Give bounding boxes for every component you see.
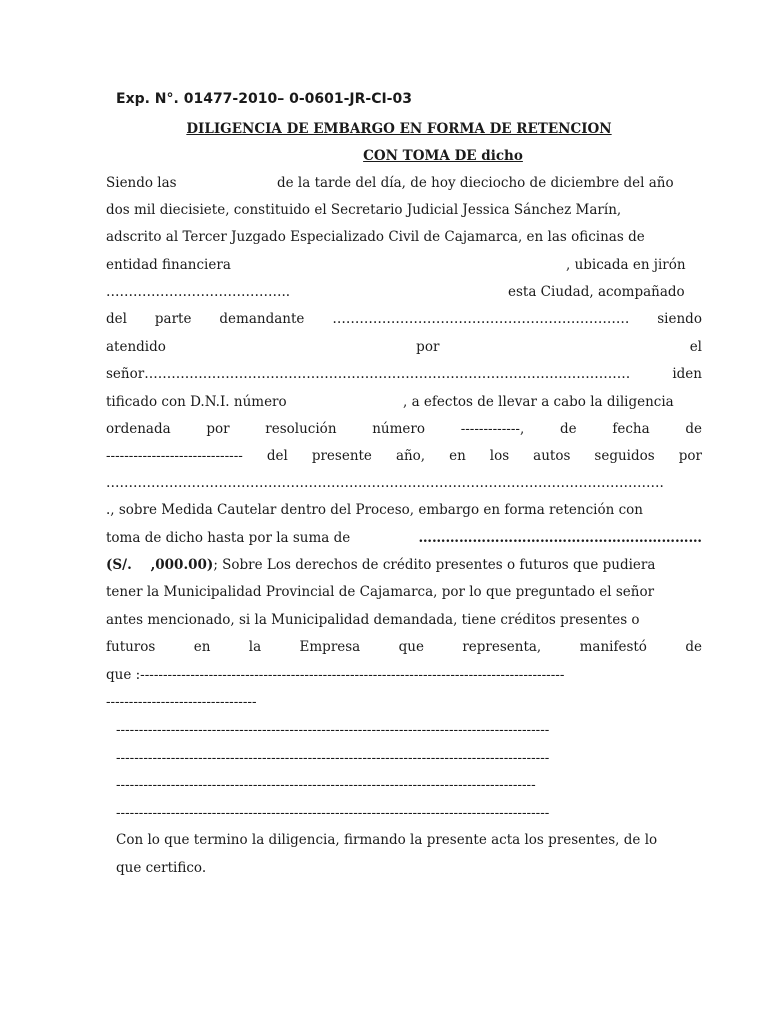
- body-line: -----------------------------------------------------------------------------------------------: [116, 750, 550, 766]
- dotted-blank: …………………………………..: [106, 284, 291, 300]
- body-text: manifestó: [579, 639, 647, 655]
- dotted-blank: ………………………………………………………: [418, 530, 702, 546]
- body-line: que certifico.: [116, 860, 207, 876]
- body-line: [106, 633, 702, 661]
- body-text: parte: [154, 311, 192, 327]
- body-text: de: [559, 421, 577, 437]
- body-text: año,: [395, 448, 426, 464]
- body-line: ---------------------------------: [106, 694, 257, 710]
- body-text: de: [685, 421, 702, 437]
- body-line: [106, 551, 702, 579]
- body-text: demandante: [219, 311, 305, 327]
- case-number: Exp. N°. 01477-2010– 0-0601-JR-CI-03: [116, 91, 412, 107]
- body-line: Con lo que termino la diligencia, firmando la presente acta los presentes, de lo: [116, 832, 658, 848]
- body-text: resolución: [265, 421, 337, 437]
- body-text: el: [689, 339, 702, 355]
- body-line: -----------------------------------------------------------------------------------------------: [116, 805, 550, 821]
- body-line: adscrito al Tercer Juzgado Especializado Civil de Cajamarca, en las oficinas de: [106, 229, 645, 245]
- body-text: tificado con D.N.I. número: [106, 394, 287, 410]
- dotted-blank: …………………………………………………………: [332, 311, 630, 327]
- body-line: [106, 278, 702, 306]
- body-text: por: [416, 339, 440, 355]
- amount: (S/. ,000.00): [106, 557, 214, 573]
- body-text: del: [106, 311, 127, 327]
- body-text: ; Sobre Los derechos de crédito presentes o futuros que pudiera: [213, 557, 656, 573]
- body-text: ------------------------------: [106, 448, 243, 464]
- body-text: futuros: [106, 639, 156, 655]
- body-text: seguidos: [594, 448, 655, 464]
- body-line: que :---------------------------------------------------------------------------------------------: [106, 667, 565, 683]
- body-text: en: [449, 448, 466, 464]
- body-text: fecha: [612, 421, 650, 437]
- body-text: que: [398, 639, 424, 655]
- body-line: [106, 333, 702, 361]
- body-text: señor………………………………………………………………………………………………: [106, 366, 631, 382]
- body-text: la: [248, 639, 262, 655]
- body-text: toma de dicho hasta por la suma de: [106, 530, 351, 546]
- body-line: [106, 305, 702, 333]
- body-line: [106, 169, 702, 197]
- body-text: esta Ciudad, acompañado: [508, 284, 685, 300]
- body-line: antes mencionado, si la Municipalidad demandada, tiene créditos presentes o: [106, 612, 640, 628]
- body-line: [106, 415, 702, 443]
- body-text: , ubicada en jirón: [566, 257, 686, 273]
- body-text: autos: [533, 448, 571, 464]
- body-text: iden: [672, 366, 702, 382]
- body-text: entidad financiera: [106, 257, 231, 273]
- body-line: -----------------------------------------------------------------------------------------------: [116, 722, 550, 738]
- body-text: por: [206, 421, 230, 437]
- body-line: [106, 388, 702, 416]
- body-line: tener la Municipalidad Provincial de Cajamarca, por lo que preguntado el señor: [106, 584, 655, 600]
- body-line: ., sobre Medida Cautelar dentro del Proceso, embargo en forma retención con: [106, 502, 643, 518]
- body-line: dos mil diecisiete, constituido el Secretario Judicial Jessica Sánchez Marín,: [106, 202, 622, 218]
- body-line: [106, 360, 702, 388]
- body-text: de la tarde del día, de hoy dieciocho de diciembre del año: [277, 175, 674, 191]
- body-text: Empresa: [299, 639, 361, 655]
- body-text: del: [266, 448, 288, 464]
- body-text: de: [685, 639, 702, 655]
- body-line: …………………………………………………………………………………………………………….: [106, 475, 664, 491]
- body-text: representa,: [462, 639, 542, 655]
- body-line: [106, 251, 702, 279]
- body-text: , a efectos de llevar a cabo la diligencia: [403, 394, 674, 410]
- body-text: número: [372, 421, 425, 437]
- body-text: ordenada: [106, 421, 171, 437]
- body-text: por: [678, 448, 702, 464]
- body-text: los: [489, 448, 510, 464]
- body-text: atendido: [106, 339, 166, 355]
- document-title: DILIGENCIA DE EMBARGO EN FORMA DE RETENCION: [186, 121, 612, 137]
- body-text: Siendo las: [106, 175, 177, 191]
- body-line: --------------------------------------------------------------------------------------------: [116, 777, 536, 793]
- body-line: [106, 524, 702, 552]
- body-line: [106, 442, 702, 470]
- body-text: presente: [311, 448, 372, 464]
- body-text: en: [193, 639, 211, 655]
- body-text: -------------,: [460, 421, 525, 437]
- document-subtitle: CON TOMA DE dicho: [363, 148, 523, 164]
- body-text: siendo: [657, 311, 702, 327]
